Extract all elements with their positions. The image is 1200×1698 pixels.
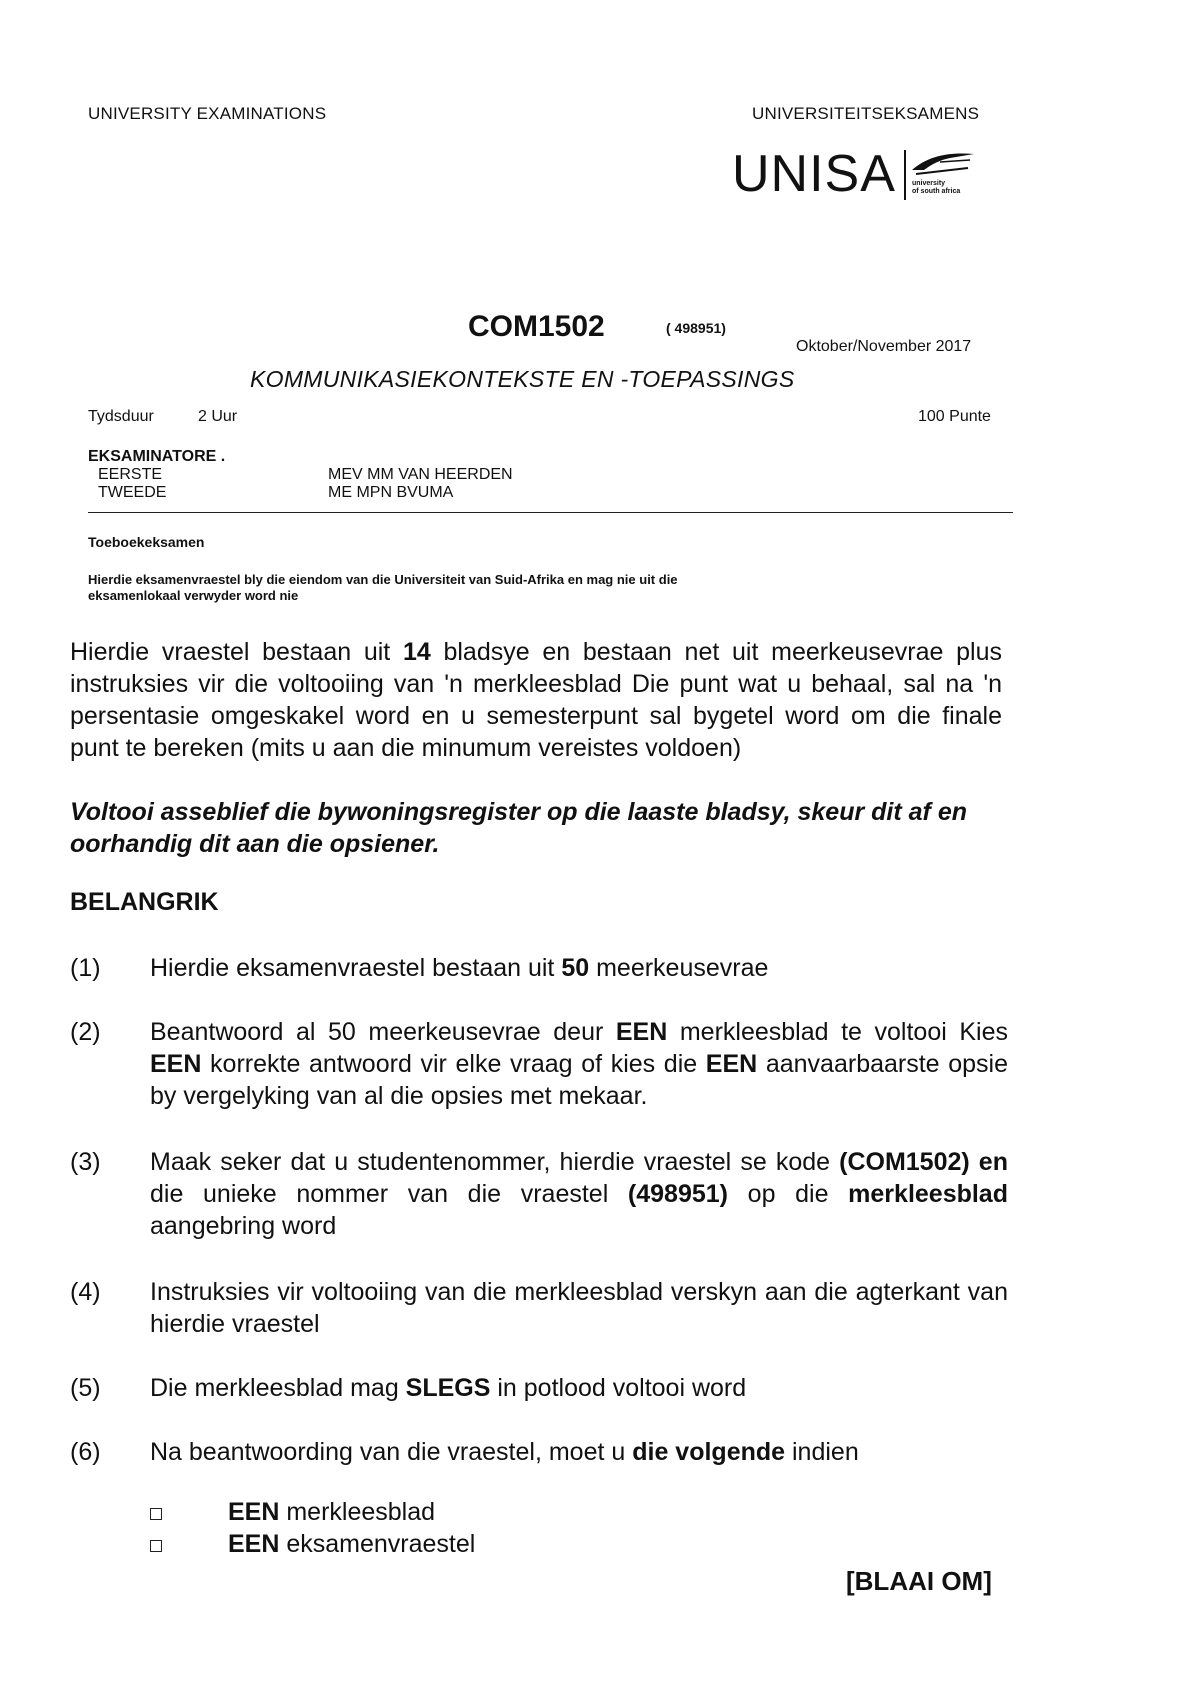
item-text: Na beantwoording van die vraestel, moet u die volgende indien [150,1438,859,1466]
intro-part1: Hierdie vraestel bestaan uit [70,638,403,666]
important-heading: BELANGRIK [70,888,219,916]
examiner-first-name: MEV MM VAN HEERDEN [328,466,513,483]
subject-title: KOMMUNIKASIEKONTEKSTE EN -TOEPASSINGS [250,366,795,392]
intro-part2: bladsye en bestaan net uit meerkeusevrae plus instruksies vir die voltooiing van 'n merkleesblad Die punt wat u behaal, sal na 'n persentasie omgeskakel word en u semesterpunt sal bygetel word om die finale punt te bereken (mits u aan die minumum vereistes voldoen) [70,638,1002,762]
checkbox-icon [150,1508,162,1520]
logo-emblem-icon [910,148,976,178]
property-notice [88,572,988,604]
unisa-logo [732,146,982,206]
item-number: (5) [70,1374,101,1402]
submit-item-2: EEN eksamenvraestel [150,1530,550,1558]
item-text: Die merkleesblad mag SLEGS in potlood voltooi word [150,1374,747,1402]
duration-value: 2 Uur [198,408,238,425]
item-number: (6) [70,1438,101,1466]
item-number: (4) [70,1278,101,1306]
property-notice-line1: Hierdie eksamenvraestel bly die eiendom van die Universiteit van Suid-Afrika en mag nie uit die [88,572,678,587]
header-right: UNIVERSITEITSEKSAMENS [752,104,980,123]
item-text: Maak seker dat u studentenommer, hierdie vraestel se kode (COM1502) en die unieke nommer van die vraestel (498951) op die merkleesblad aangebring word [150,1148,1008,1240]
unique-number: ( 498951) [666,320,726,336]
logo-subtitle [912,180,960,196]
submit-item-1: EEN merkleesblad [150,1498,550,1526]
turn-over-label: [BLAAI OM] [846,1566,992,1596]
checkbox-icon [150,1540,162,1552]
item-number: (3) [70,1148,101,1176]
header-divider [88,512,1013,513]
examiner-second-label: TWEEDE [98,484,167,501]
examiners-heading: EKSAMINATORE . [88,448,226,465]
exam-session: Oktober/November 2017 [796,338,972,355]
item-text: Hierdie eksamenvraestel bestaan uit 50 meerkeusevrae [150,954,769,982]
examiner-second-name: ME MPN BVUMA [328,484,454,501]
intro-paragraph [70,636,1002,764]
logo-divider [904,150,906,200]
item-text: Instruksies vir voltooiing van die merkleesblad verskyn aan die agterkant van hierdie vraestel [150,1278,1008,1338]
property-notice-line2: eksamenlokaal verwyder word nie [88,588,299,603]
logo-wordmark: UNISA [732,145,896,203]
exam-code: COM1502 [468,310,605,343]
examiner-first-label: EERSTE [98,466,163,483]
page-count: 14 [402,638,431,666]
total-marks: 100 Punte [918,408,991,425]
logo-subtitle-line1: university [912,180,946,187]
item-number: (2) [70,1018,101,1046]
logo-subtitle-line2: of south africa [912,188,961,195]
duration-label: Tydsduur [88,408,154,425]
item-number: (1) [70,954,101,982]
book-exam-label: Toeboekeksamen [88,534,205,550]
header-left: UNIVERSITY EXAMINATIONS [88,104,327,123]
attendance-reminder: Voltooi asseblief die bywoningsregister op die laaste bladsy, skeur dit af en oorhandig dit aan die opsiener. [70,798,967,858]
item-text: Beantwoord al 50 meerkeusevrae deur EEN merkleesblad te voltooi Kies EEN korrekte antwoord vir elke vraag of kies die EEN aanvaarbaarste opsie by vergelyking van al die opsies met mekaar. [150,1018,1008,1110]
